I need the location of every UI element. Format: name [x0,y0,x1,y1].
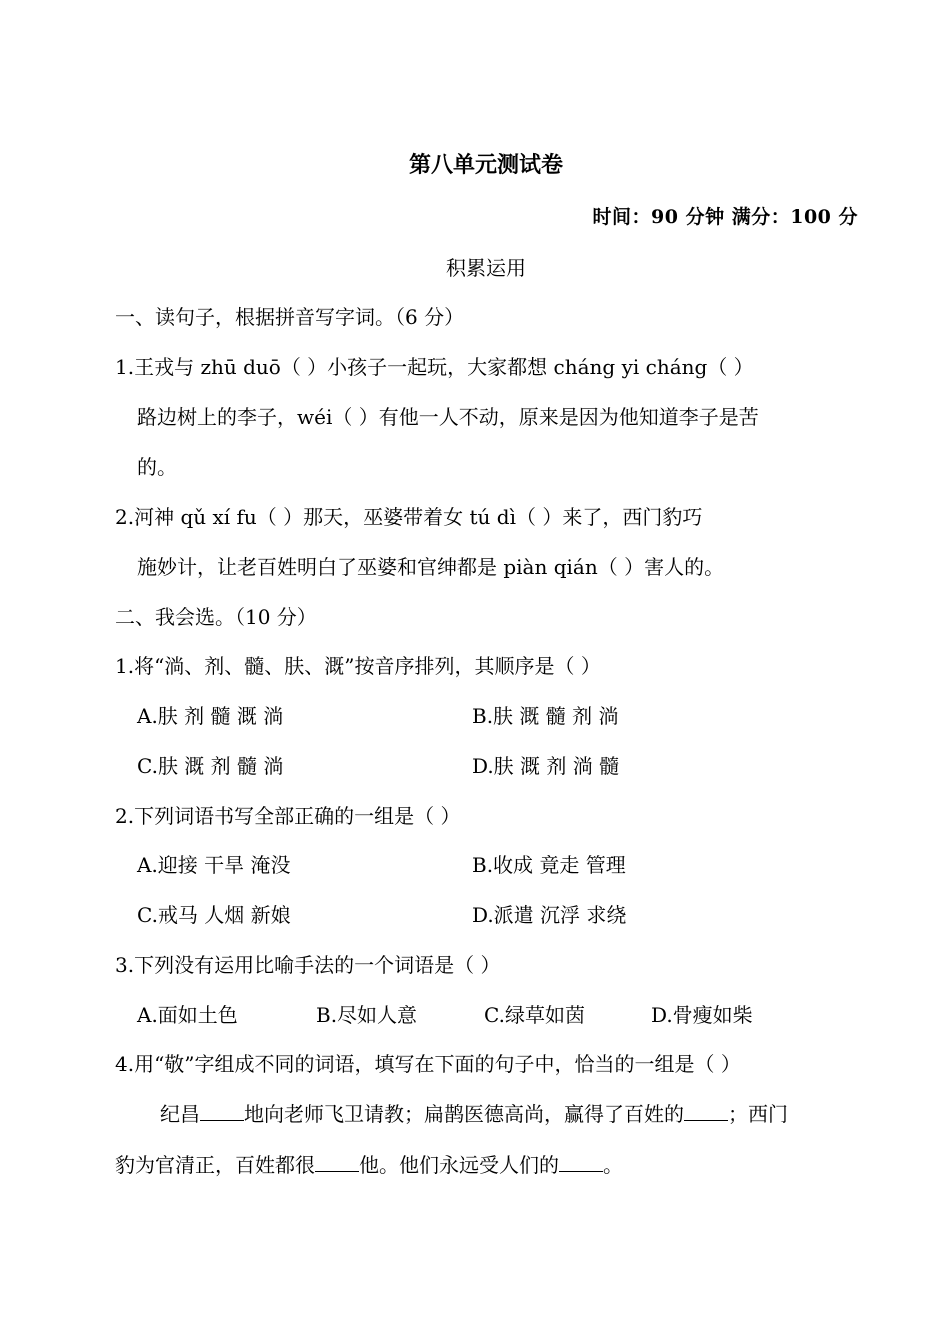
passage-text: 他。他们永远受人们的 [359,1153,559,1177]
sub-question-2-option-c: C.戒马 人烟 新娘 [137,903,291,927]
sub-question-2-option-a: A.迎接 干旱 淹没 [137,853,291,877]
sub-question-4-passage-line-1 [160,1101,788,1127]
question-2-heading: 二、我会选。（10 分） [115,605,317,629]
sub-question-3-option-d: D.骨瘦如柴 [651,1003,753,1027]
question-1-line-4: 2.河神 qǔ xí fu（ ）那天，巫婆带着女 tú dì（ ）来了，西门豹巧 [115,505,703,529]
sub-question-4-stem: 4.用“敬”字组成不同的词语，填写在下面的句子中，恰当的一组是（ ） [115,1052,741,1076]
sub-question-2-stem: 2.下列词语书写全部正确的一组是（ ） [115,804,461,828]
passage-text: 。 [603,1153,623,1177]
sub-question-1-option-d: D.肤 溉 剂 淌 髓 [472,754,620,778]
sub-question-1-option-a: A.肤 剂 髓 溉 淌 [137,704,284,728]
sub-question-2-option-d: D.派遣 沉浮 求绕 [472,903,627,927]
page-title: 第八单元测试卷 [408,152,563,178]
sub-question-1-stem: 1.将“淌、剂、髓、肤、溉”按音序排列，其顺序是（ ） [115,654,601,678]
section-title: 积累运用 [446,256,526,280]
question-1-line-2: 路边树上的李子，wéi（ ）有他一人不动，原来是因为他知道李子是苦 [137,405,759,429]
fill-blank[interactable] [315,1153,359,1172]
passage-text: 纪昌 [160,1102,200,1126]
sub-question-3-option-c: C.绿草如茵 [484,1003,585,1027]
exam-meta: 时间：90 分钟 满分：100 分 [592,206,858,228]
question-1-line-3: 的。 [137,455,177,479]
sub-question-2-option-b: B.收成 竟走 管理 [472,853,626,877]
sub-question-4-passage-line-2 [115,1152,623,1178]
fill-blank[interactable] [559,1153,603,1172]
sub-question-1-option-b: B.肤 溉 髓 剂 淌 [472,704,619,728]
sub-question-3-option-a: A.面如土色 [137,1003,238,1027]
passage-text: 地向老师飞卫请教；扁鹊医德高尚，赢得了百姓的 [244,1102,684,1126]
fill-blank[interactable] [200,1102,244,1121]
question-1-line-1: 1.王戎与 zhū duō（ ）小孩子一起玩，大家都想 cháng yi cháng（ ） [115,355,754,379]
sub-question-1-option-c: C.肤 溉 剂 髓 淌 [137,754,284,778]
sub-question-3-option-b: B.尽如人意 [316,1003,418,1027]
question-1-heading: 一、读句子，根据拼音写字词。（6 分） [115,305,465,329]
question-1-line-5: 施妙计，让老百姓明白了巫婆和官绅都是 piàn qián（ ）害人的。 [137,555,725,579]
passage-text: ；西门 [728,1102,788,1126]
passage-text: 豹为官清正，百姓都很 [115,1153,315,1177]
fill-blank[interactable] [684,1102,728,1121]
sub-question-3-stem: 3.下列没有运用比喻手法的一个词语是（ ） [115,953,501,977]
